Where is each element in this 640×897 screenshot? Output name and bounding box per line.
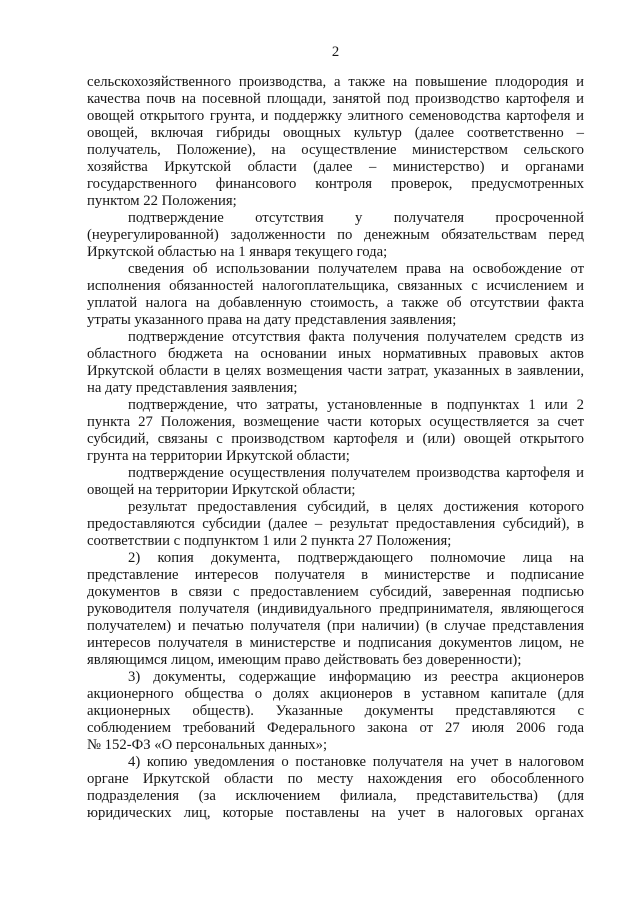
paragraph	[87, 74, 584, 210]
text-line: подтверждение отсутствия у получателя просроченной	[128, 210, 584, 226]
text-line: подтверждение отсутствия факта получения получателем средств из	[128, 329, 584, 345]
text-line: 2) копия документа, подтверждающего полномочие лица на	[128, 550, 584, 566]
paragraph	[87, 397, 584, 465]
page-number: 2	[331, 44, 340, 60]
text-line: овощей на территории Иркутской области;	[87, 482, 356, 498]
paragraph	[87, 465, 584, 499]
text-line: 3) документы, содержащие информацию из реестра акционеров	[128, 669, 584, 685]
text-line: подтверждение осуществления получателем производства картофеля и	[128, 465, 584, 481]
paragraph	[87, 261, 584, 329]
text-line: 4) копию уведомления о постановке получателя на учет в налоговом	[128, 754, 584, 770]
text-line: получатель, Положение), на осуществление министерством сельского	[87, 142, 584, 158]
text-line: предоставляются субсидии (далее – результат предоставления субсидий), в	[87, 516, 584, 532]
text-line: (неурегулированной) задолженности по денежным обязательствам перед	[87, 227, 584, 243]
paragraph	[87, 754, 584, 822]
text-line: качества почв на посевной площади, занятой под производство картофеля и	[87, 91, 584, 107]
text-line: на дату представления заявления;	[87, 380, 298, 396]
text-line: представление интересов получателя в министерстве и подписание	[87, 567, 584, 583]
paragraph	[87, 550, 584, 669]
text-line: акционерных обществ). Указанные документы представляются с	[87, 703, 584, 719]
text-line: грунта на территории Иркутской области;	[87, 448, 350, 464]
text-line: соответствии с подпунктом 1 или 2 пункта 27 Положения;	[87, 533, 452, 549]
text-line: акционерного общества о долях акционеров в уставном капитале (для	[87, 686, 584, 702]
text-line: уплатой налога на добавленную стоимость, а также об отсутствии факта	[87, 295, 584, 311]
text-line: подразделения (за исключением филиала, представительства) (для	[87, 788, 584, 804]
document-body	[87, 74, 584, 822]
text-line: пунктом 22 Положения;	[87, 193, 237, 209]
paragraph	[87, 329, 584, 397]
text-line: интересов получателя в министерстве и подписания документов лицом, не	[87, 635, 584, 651]
text-line: Иркутской области в целях возмещения части затрат, указанных в заявлении,	[87, 363, 584, 379]
text-line: получателем) и печатью получателя (при наличии) (в случае представления	[87, 618, 584, 634]
text-line: овощей открытого грунта, и поддержку элитного семеноводства картофеля и	[87, 108, 584, 124]
text-line: сведения об использовании получателем права на освобождение от	[128, 261, 584, 277]
text-line: хозяйства Иркутской области (далее – министерство) и органами	[87, 159, 584, 175]
text-line: исполнения обязанностей налогоплательщика, связанных с исчислением и	[87, 278, 584, 294]
text-line: являющимся лицом, имеющим право действовать без доверенности);	[87, 652, 522, 668]
text-line: овощей, включая гибриды овощных культур (далее соответственно –	[87, 125, 584, 141]
text-line: субсидий, связаны с производством картофеля и (или) овощей открытого	[87, 431, 584, 447]
paragraph	[87, 499, 584, 550]
paragraph	[87, 669, 584, 754]
text-line: Иркутской областью на 1 января текущего года;	[87, 244, 388, 260]
text-line: юридических лиц, которые поставлены на учет в налоговых органах	[87, 805, 584, 821]
text-line: утраты указанного права на дату представления заявления;	[87, 312, 457, 328]
text-line: сельскохозяйственного производства, а также на повышение плодородия и	[87, 74, 584, 90]
text-line: областного бюджета на основании иных нормативных правовых актов	[87, 346, 584, 362]
text-line: пункта 27 Положения, возмещение части которых осуществляется за счет	[87, 414, 584, 430]
text-line: государственного финансового контроля проверок, предусмотренных	[87, 176, 584, 192]
paragraph	[87, 210, 584, 261]
text-line: подтверждение, что затраты, установленные в подпунктах 1 или 2	[128, 397, 584, 413]
text-line: руководителя получателя (индивидуального предпринимателя, являющегося	[87, 601, 584, 617]
text-line: органе Иркутской области по месту нахождения его обособленного	[87, 771, 584, 787]
text-line: документов в связи с предоставлением субсидий, заверенная подписью	[87, 584, 584, 600]
text-line: № 152-ФЗ «О персональных данных»;	[87, 737, 328, 753]
text-line: результат предоставления субсидий, в целях достижения которого	[128, 499, 584, 515]
text-line: соблюдением требований Федерального закона от 27 июля 2006 года	[87, 720, 584, 736]
